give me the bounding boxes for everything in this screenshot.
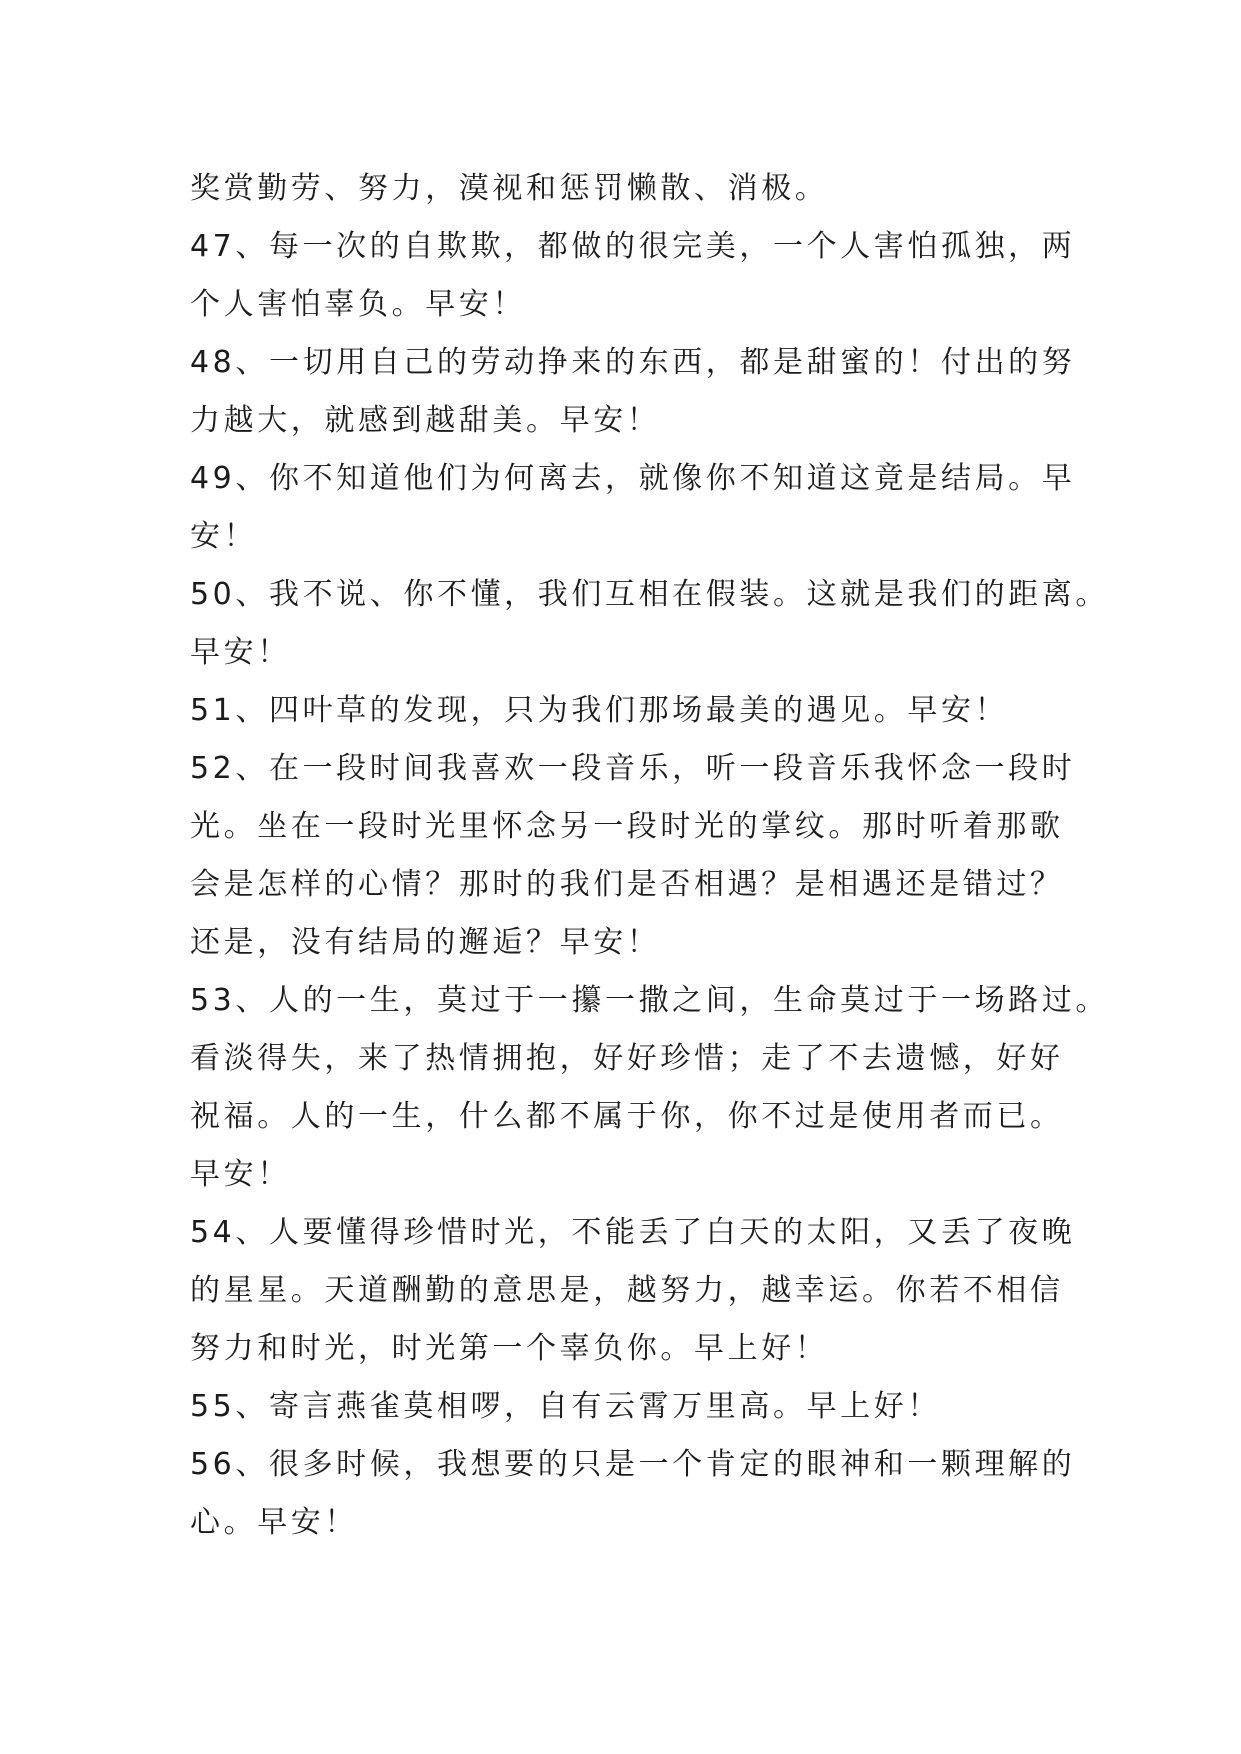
text-line: 52、在一段时间我喜欢一段音乐，听一段音乐我怀念一段时	[190, 751, 1076, 786]
text-line: 53、人的一生，莫过于一攥一撒之间，生命莫过于一场路过。	[190, 983, 1109, 1018]
text-line: 54、人要懂得珍惜时光，不能丢了白天的太阳，又丢了夜晚	[190, 1215, 1076, 1250]
text-line: 心。早安！	[190, 1505, 358, 1540]
text-line: 奖赏勤劳、努力，漠视和惩罚懒散、消极。	[190, 171, 829, 206]
text-line: 51、四叶草的发现，只为我们那场最美的遇见。早安！	[190, 693, 1009, 728]
text-line: 光。坐在一段时光里怀念另一段时光的掌纹。那时听着那歌	[190, 809, 1064, 844]
text-line: 安！	[190, 519, 258, 554]
text-line: 50、我不说、你不懂，我们互相在假装。这就是我们的距离。	[190, 577, 1109, 612]
text-line: 47、每一次的自欺欺，都做的很完美，一个人害怕孤独，两	[190, 229, 1076, 264]
text-line: 的星星。天道酬勤的意思是，越努力，越幸运。你若不相信	[190, 1273, 1064, 1308]
text-line: 56、很多时候，我想要的只是一个肯定的眼神和一颗理解的	[190, 1447, 1076, 1482]
text-line: 会是怎样的心情？那时的我们是否相遇？是相遇还是错过？	[190, 867, 1064, 902]
text-line: 努力和时光，时光第一个辜负你。早上好！	[190, 1331, 829, 1366]
body-text	[190, 160, 1109, 1552]
text-line: 看淡得失，来了热情拥抱，好好珍惜；走了不去遗憾，好好	[190, 1041, 1064, 1076]
text-line: 48、一切用自己的劳动挣来的东西，都是甜蜜的！付出的努	[190, 345, 1076, 380]
text-line: 还是，没有结局的邂逅？早安！	[190, 925, 661, 960]
text-line: 早安！	[190, 635, 291, 670]
text-line: 早安！	[190, 1157, 291, 1192]
text-line: 49、你不知道他们为何离去，就像你不知道这竟是结局。早	[190, 461, 1076, 496]
text-line: 祝福。人的一生，什么都不属于你，你不过是使用者而已。	[190, 1099, 1064, 1134]
text-line: 力越大，就感到越甜美。早安！	[190, 403, 661, 438]
text-line: 55、寄言燕雀莫相啰，自有云霄万里高。早上好！	[190, 1389, 941, 1424]
text-line: 个人害怕辜负。早安！	[190, 287, 526, 322]
